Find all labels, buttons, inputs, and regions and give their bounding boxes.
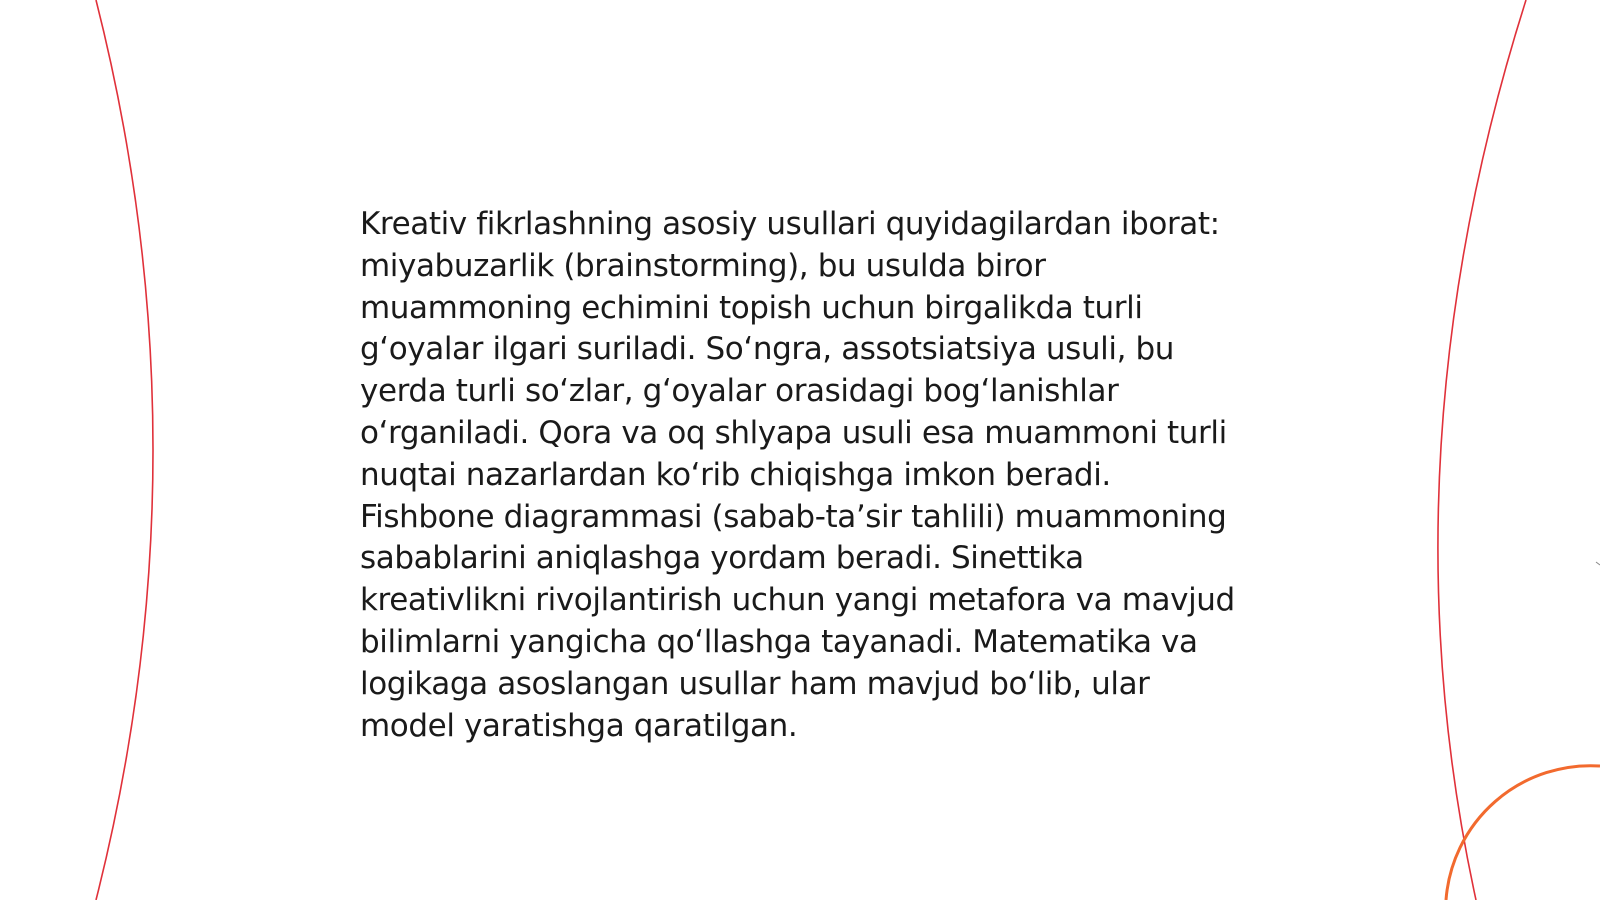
slide-body-text: Kreativ fikrlashning asosiy usullari quyidagilardan iborat: miyabuzarlik (brainstorming), bu usulda biror muammoning echimini topish uchun birgalikda turli g‘oyalar ilgari suriladi. So‘ngra, assotsiatsiya usuli, bu yerda turli so‘zlar, g‘oyalar orasidagi bog‘lanishlar o‘rganiladi. Qora va oq shlyapa usuli esa muammoni turli nuqtai nazarlardan ko‘rib chiqishga imkon beradi. Fishbone diagrammasi (sabab-ta’sir tahlili) muammoning sabablarini aniqlashga yordam beradi. Sinettika kreativlikni rivojlantirish uchun yangi metafora va mavjud bilimlarni yangicha qo‘llashga tayanadi. Matematika va logikaga asoslangan usullar ham mavjud bo‘lib, ular model yaratishga qaratilgan. <box>360 206 1235 744</box>
corner-decor-arc <box>1446 766 1600 900</box>
left-decor-curve <box>96 0 153 900</box>
edge-tick-mark <box>1596 562 1600 565</box>
right-decor-curve <box>1438 0 1526 900</box>
